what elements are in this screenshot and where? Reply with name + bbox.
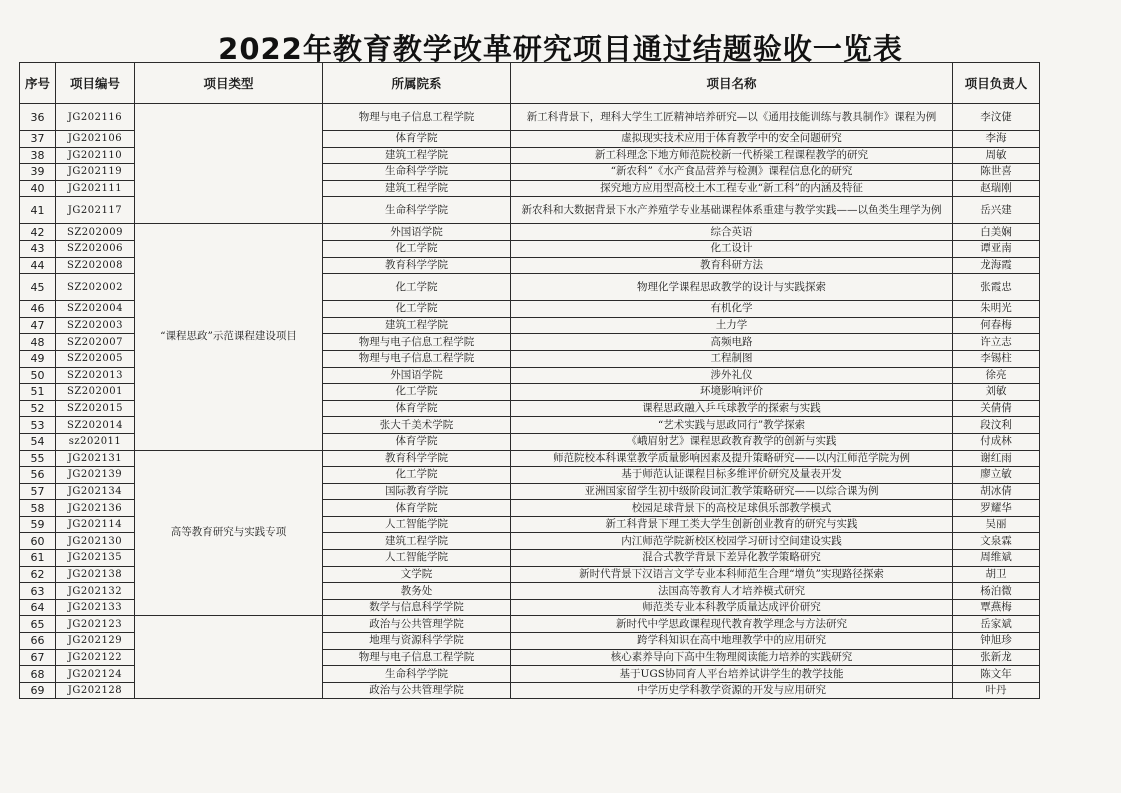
cell-code: SZ202009 (56, 224, 135, 241)
cell-seq: 58 (20, 500, 56, 517)
cell-seq: 42 (20, 224, 56, 241)
cell-code: SZ202014 (56, 417, 135, 434)
cell-code: JG202114 (56, 516, 135, 533)
cell-leader: 陈世喜 (953, 164, 1040, 181)
cell-seq: 53 (20, 417, 56, 434)
cell-seq: 50 (20, 367, 56, 384)
cell-project-name: 教育科研方法 (511, 257, 953, 274)
cell-code: JG202117 (56, 197, 135, 224)
cell-code: JG202139 (56, 467, 135, 484)
cell-college: 生命科学学院 (323, 666, 511, 683)
cell-project-name: 跨学科知识在高中地理教学中的应用研究 (511, 633, 953, 650)
cell-college: 文学院 (323, 566, 511, 583)
cell-project-name: 师范院校本科课堂教学质量影响因素及提升策略研究——以内江师范学院为例 (511, 450, 953, 467)
cell-college: 物理与电子信息工程学院 (323, 350, 511, 367)
cell-project-name: 物理化学课程思政教学的设计与实践探索 (511, 274, 953, 301)
cell-college: 化工学院 (323, 467, 511, 484)
cell-project-name: 工程制图 (511, 350, 953, 367)
cell-code: JG202128 (56, 682, 135, 699)
cell-leader: 张霞忠 (953, 274, 1040, 301)
cell-leader: 廖立敏 (953, 467, 1040, 484)
cell-college: 教育科学学院 (323, 257, 511, 274)
cell-project-name: 化工设计 (511, 240, 953, 257)
cell-project-name: 师范类专业本科教学质量达成评价研究 (511, 599, 953, 616)
cell-project-name: 新时代背景下汉语言文学专业本科师范生合理“增负”实现路径探索 (511, 566, 953, 583)
cell-project-type: “课程思政”示范课程建设项目 (135, 224, 323, 450)
cell-project-type (135, 104, 323, 224)
cell-project-name: 基于师范认证课程目标多维评价研究及量表开发 (511, 467, 953, 484)
header-name: 项目名称 (511, 63, 953, 104)
cell-college: 体育学院 (323, 400, 511, 417)
table-row (20, 616, 1040, 633)
cell-project-name: 高频电路 (511, 334, 953, 351)
table-header-row (20, 63, 1040, 104)
cell-code: JG202133 (56, 599, 135, 616)
cell-project-name: “艺术实践与思政同行”教学探索 (511, 417, 953, 434)
cell-leader: 岳家斌 (953, 616, 1040, 633)
cell-leader: 胡卫 (953, 566, 1040, 583)
cell-code: JG202129 (56, 633, 135, 650)
header-type: 项目类型 (135, 63, 323, 104)
cell-leader: 赵瑞刚 (953, 180, 1040, 197)
cell-seq: 65 (20, 616, 56, 633)
cell-college: 外国语学院 (323, 367, 511, 384)
cell-project-name: 新工科背景下理工类大学生创新创业教育的研究与实践 (511, 516, 953, 533)
cell-college: 体育学院 (323, 433, 511, 450)
cell-code: JG202131 (56, 450, 135, 467)
cell-code: JG202106 (56, 131, 135, 148)
cell-project-name: 土力学 (511, 317, 953, 334)
cell-leader: 张新龙 (953, 649, 1040, 666)
cell-seq: 38 (20, 147, 56, 164)
cell-code: JG202110 (56, 147, 135, 164)
cell-code: SZ202013 (56, 367, 135, 384)
cell-code: SZ202006 (56, 240, 135, 257)
cell-leader: 胡冰倩 (953, 483, 1040, 500)
cell-college: 物理与电子信息工程学院 (323, 334, 511, 351)
cell-leader: 关倩倩 (953, 400, 1040, 417)
cell-seq: 46 (20, 301, 56, 318)
table-row (20, 450, 1040, 467)
cell-code: JG202119 (56, 164, 135, 181)
cell-seq: 52 (20, 400, 56, 417)
cell-leader: 许立志 (953, 334, 1040, 351)
cell-project-name: 内江师范学院新校区校园学习研讨空间建设实践 (511, 533, 953, 550)
cell-project-name: 亚洲国家留学生初中级阶段词汇教学策略研究——以综合课为例 (511, 483, 953, 500)
header-college: 所属院系 (323, 63, 511, 104)
cell-code: SZ202001 (56, 384, 135, 401)
cell-college: 政治与公共管理学院 (323, 616, 511, 633)
cell-leader: 吴丽 (953, 516, 1040, 533)
cell-leader: 罗耀华 (953, 500, 1040, 517)
cell-leader: 叶丹 (953, 682, 1040, 699)
cell-college: 教务处 (323, 583, 511, 600)
cell-leader: 周敏 (953, 147, 1040, 164)
cell-code: SZ202015 (56, 400, 135, 417)
cell-seq: 56 (20, 467, 56, 484)
cell-leader: 文泉霖 (953, 533, 1040, 550)
cell-seq: 57 (20, 483, 56, 500)
cell-college: 数学与信息科学学院 (323, 599, 511, 616)
cell-seq: 43 (20, 240, 56, 257)
cell-seq: 61 (20, 550, 56, 567)
cell-leader: 李海 (953, 131, 1040, 148)
cell-seq: 64 (20, 599, 56, 616)
cell-seq: 49 (20, 350, 56, 367)
cell-code: JG202136 (56, 500, 135, 517)
cell-college: 建筑工程学院 (323, 180, 511, 197)
cell-project-name: 环境影响评价 (511, 384, 953, 401)
cell-leader: 何春梅 (953, 317, 1040, 334)
cell-college: 体育学院 (323, 500, 511, 517)
table-row (20, 224, 1040, 241)
cell-college: 化工学院 (323, 301, 511, 318)
cell-project-name: 校园足球背景下的高校足球俱乐部教学模式 (511, 500, 953, 517)
cell-code: JG202122 (56, 649, 135, 666)
cell-project-name: 新农科和大数据背景下水产养殖学专业基础课程体系重建与教学实践——以鱼类生理学为例 (511, 197, 953, 224)
header-leader: 项目负责人 (953, 63, 1040, 104)
cell-seq: 67 (20, 649, 56, 666)
cell-seq: 59 (20, 516, 56, 533)
cell-seq: 40 (20, 180, 56, 197)
page-title: 2022年教育教学改革研究项目通过结题验收一览表 (218, 32, 903, 66)
header-seq: 序号 (20, 63, 56, 104)
cell-leader: 钟旭珍 (953, 633, 1040, 650)
cell-project-name: 探究地方应用型高校土木工程专业“新工科”的内涵及特征 (511, 180, 953, 197)
cell-project-name: 混合式教学背景下差异化教学策略研究 (511, 550, 953, 567)
cell-seq: 45 (20, 274, 56, 301)
cell-seq: 55 (20, 450, 56, 467)
cell-college: 体育学院 (323, 131, 511, 148)
cell-project-name: 中学历史学科教学资源的开发与应用研究 (511, 682, 953, 699)
table-row (20, 104, 1040, 131)
cell-leader: 谢红雨 (953, 450, 1040, 467)
cell-project-name: 新时代中学思政课程现代教育教学理念与方法研究 (511, 616, 953, 633)
cell-college: 人工智能学院 (323, 550, 511, 567)
cell-college: 建筑工程学院 (323, 147, 511, 164)
cell-leader: 岳兴建 (953, 197, 1040, 224)
cell-code: JG202130 (56, 533, 135, 550)
cell-college: 国际教育学院 (323, 483, 511, 500)
cell-code: JG202116 (56, 104, 135, 131)
cell-seq: 54 (20, 433, 56, 450)
cell-code: JG202138 (56, 566, 135, 583)
cell-seq: 39 (20, 164, 56, 181)
cell-project-name: 综合英语 (511, 224, 953, 241)
cell-leader: 周维斌 (953, 550, 1040, 567)
cell-project-name: 课程思政融入乒乓球教学的探索与实践 (511, 400, 953, 417)
cell-project-type: 高等教育研究与实践专项 (135, 450, 323, 616)
cell-code: SZ202004 (56, 301, 135, 318)
cell-college: 化工学院 (323, 274, 511, 301)
cell-leader: 付成林 (953, 433, 1040, 450)
cell-leader: 刘敏 (953, 384, 1040, 401)
cell-college: 地理与资源科学学院 (323, 633, 511, 650)
cell-leader: 徐亮 (953, 367, 1040, 384)
cell-code: JG202135 (56, 550, 135, 567)
cell-seq: 41 (20, 197, 56, 224)
cell-seq: 36 (20, 104, 56, 131)
cell-seq: 69 (20, 682, 56, 699)
cell-project-name: 基于UGS协同育人平台培养试讲学生的教学技能 (511, 666, 953, 683)
table-body (20, 104, 1040, 699)
cell-seq: 68 (20, 666, 56, 683)
cell-seq: 48 (20, 334, 56, 351)
cell-leader: 陈文年 (953, 666, 1040, 683)
cell-project-name: 有机化学 (511, 301, 953, 318)
cell-seq: 62 (20, 566, 56, 583)
cell-seq: 44 (20, 257, 56, 274)
cell-code: SZ202008 (56, 257, 135, 274)
cell-project-name: 新工科背景下，理科大学生工匠精神培养研究—以《通用技能训练与教具制作》课程为例 (511, 104, 953, 131)
cell-college: 外国语学院 (323, 224, 511, 241)
cell-code: SZ202005 (56, 350, 135, 367)
cell-leader: 白美娴 (953, 224, 1040, 241)
cell-college: 化工学院 (323, 240, 511, 257)
cell-project-name: 新工科理念下地方师范院校新一代桥梁工程课程教学的研究 (511, 147, 953, 164)
cell-leader: 龙海霞 (953, 257, 1040, 274)
cell-leader: 朱明光 (953, 301, 1040, 318)
cell-code: JG202123 (56, 616, 135, 633)
cell-project-name: 《峨眉射艺》课程思政教育教学的创新与实践 (511, 433, 953, 450)
cell-code: JG202124 (56, 666, 135, 683)
cell-college: 化工学院 (323, 384, 511, 401)
header-code: 项目编号 (56, 63, 135, 104)
cell-code: SZ202007 (56, 334, 135, 351)
cell-college: 物理与电子信息工程学院 (323, 104, 511, 131)
cell-seq: 47 (20, 317, 56, 334)
cell-college: 生命科学学院 (323, 197, 511, 224)
cell-code: JG202132 (56, 583, 135, 600)
cell-project-type (135, 616, 323, 699)
cell-project-name: 虚拟现实技术应用于体育教学中的安全问题研究 (511, 131, 953, 148)
cell-college: 张大千美术学院 (323, 417, 511, 434)
cell-leader: 杨泊微 (953, 583, 1040, 600)
cell-project-name: 涉外礼仪 (511, 367, 953, 384)
cell-college: 教育科学学院 (323, 450, 511, 467)
cell-leader: 谭亚南 (953, 240, 1040, 257)
cell-seq: 37 (20, 131, 56, 148)
cell-college: 人工智能学院 (323, 516, 511, 533)
cell-leader: 李汶倢 (953, 104, 1040, 131)
cell-seq: 60 (20, 533, 56, 550)
cell-college: 政治与公共管理学院 (323, 682, 511, 699)
cell-college: 建筑工程学院 (323, 317, 511, 334)
cell-code: JG202134 (56, 483, 135, 500)
cell-code: JG202111 (56, 180, 135, 197)
cell-code: sz202011 (56, 433, 135, 450)
cell-seq: 63 (20, 583, 56, 600)
cell-project-name: 法国高等教育人才培养模式研究 (511, 583, 953, 600)
cell-leader: 段汶利 (953, 417, 1040, 434)
cell-leader: 李锡柱 (953, 350, 1040, 367)
cell-project-name: 核心素养导向下高中生物理阅读能力培养的实践研究 (511, 649, 953, 666)
cell-project-name: “新农科”《水产食品营养与检测》课程信息化的研究 (511, 164, 953, 181)
cell-leader: 覃燕梅 (953, 599, 1040, 616)
cell-college: 建筑工程学院 (323, 533, 511, 550)
cell-college: 物理与电子信息工程学院 (323, 649, 511, 666)
cell-code: SZ202003 (56, 317, 135, 334)
cell-seq: 51 (20, 384, 56, 401)
cell-seq: 66 (20, 633, 56, 650)
cell-college: 生命科学学院 (323, 164, 511, 181)
project-table (19, 62, 1040, 699)
cell-code: SZ202002 (56, 274, 135, 301)
